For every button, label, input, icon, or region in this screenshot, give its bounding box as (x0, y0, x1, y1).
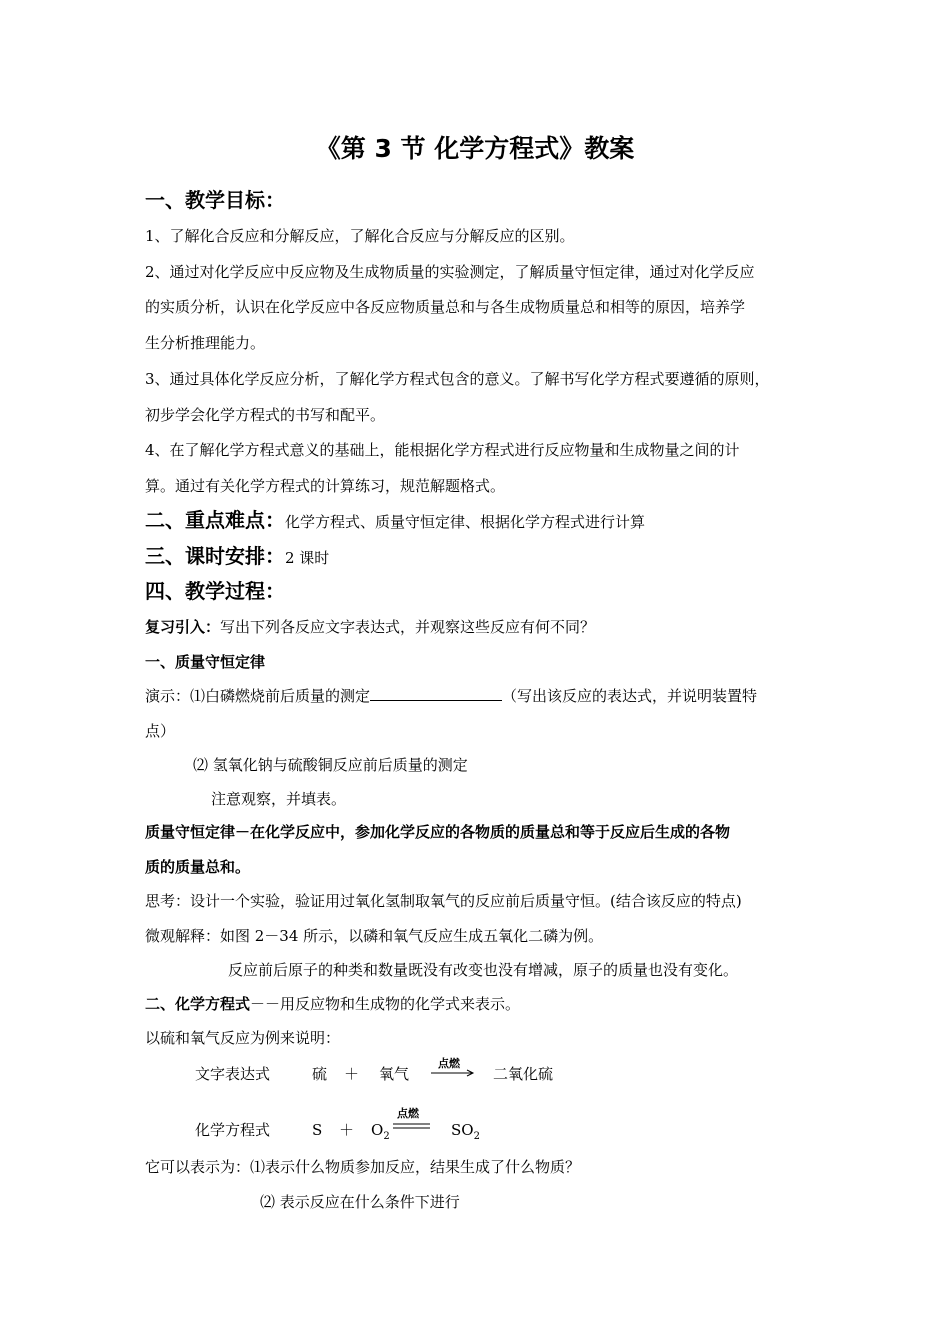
part2-heading-rest: －－用反应物和生成物的化学式来表示。 (250, 995, 521, 1013)
section-heading-key-points (145, 507, 645, 535)
micro-explanation: 微观解释：如图 2－34 所示，以磷和氧气反应生成五氧化二磷为例。 (145, 927, 604, 945)
word-eq-reactant-2: 氧气 (379, 1065, 410, 1083)
demo-1-note: （写出该反应的表达式，并说明装置特 (502, 687, 758, 705)
goal-2-line-3: 生分析推理能力。 (145, 334, 266, 352)
goal-2-line-1: 2、通过对化学反应中反应物及生成物质量的实验测定，了解质量守恒定律，通过对化学反应 (145, 263, 755, 281)
section-heading-goals: 一、教学目标： (145, 188, 285, 212)
law-line-1: 质量守恒定律－在化学反应中，参加化学反应的各物质的质量总和等于反应后生成的各物 (145, 823, 731, 841)
section-heading-schedule (145, 543, 329, 571)
word-eq-reactant-1: 硫 (312, 1065, 328, 1083)
document-title: 《第 3 节 化学方程式》教案 (315, 134, 635, 163)
meaning-1: 它可以表示为：⑴表示什么物质参加反应，结果生成了什么物质？ (145, 1158, 581, 1176)
reaction-arrow-icon (430, 1067, 476, 1077)
word-eq-plus: ＋ (344, 1065, 360, 1083)
think-question: 思考：设计一个实验，验证用过氧化氢制取氧气的反应前后质量守恒。(结合该反应的特点) (145, 892, 742, 910)
word-eq-product: 二氧化硫 (493, 1065, 554, 1083)
chem-eq-plus: ＋ (339, 1121, 355, 1139)
example-intro: 以硫和氧气反应为例来说明： (145, 1029, 341, 1047)
demo-1-text: 演示：⑴白磷燃烧前后质量的测定 (145, 687, 371, 705)
key-points-heading: 二、重点难点： (145, 508, 285, 532)
meaning-2: ⑵ 表示反应在什么条件下进行 (260, 1193, 460, 1211)
review-text: 写出下列各反应文字表达式，并观察这些反应有何不同？ (220, 618, 596, 636)
schedule-text: 2 课时 (285, 549, 330, 567)
goal-3-line-2: 初步学会化学方程式的书写和配平。 (145, 406, 386, 424)
schedule-heading: 三、课时安排： (145, 544, 285, 568)
goal-4-line-2: 算。通过有关化学方程式的计算练习，规范解题格式。 (145, 477, 506, 495)
word-eq-label: 文字表达式 (195, 1065, 271, 1083)
review-intro (145, 617, 595, 637)
key-points-text: 化学方程式、质量守恒定律、根据化学方程式进行计算 (285, 513, 646, 531)
chem-eq-product: $SO_2$ (451, 1121, 480, 1142)
chem-eq-reactant-1: S (312, 1121, 323, 1139)
goal-3-line-1: 3、通过具体化学反应分析，了解化学方程式包含的意义。了解书写化学方程式要遵循的原则， (145, 370, 770, 388)
part1-heading: 一、质量守恒定律 (145, 653, 266, 671)
part2-heading-line (145, 994, 520, 1014)
goal-1: 1、了解化合反应和分解反应，了解化合反应与分解反应的区别。 (145, 227, 575, 245)
goal-4-line-1: 4、在了解化学方程式意义的基础上，能根据化学方程式进行反应物量和生成物量之间的计 (145, 441, 740, 459)
chem-eq-reactant-2: $O_2$ (371, 1121, 390, 1142)
observe-note: 注意观察，并填表。 (211, 790, 347, 808)
goal-2-line-2: 的实质分析，认识在化学反应中各反应物质量总和与各生成物质量总和相等的原因，培养学 (145, 298, 746, 316)
fill-in-blank (370, 686, 502, 701)
equals-sign-icon (392, 1122, 432, 1130)
chem-eq-label: 化学方程式 (195, 1121, 271, 1139)
demo-1-cont: 点） (145, 722, 176, 740)
demo-2: ⑵ 氢氧化钠与硫酸铜反应前后质量的测定 (193, 756, 468, 774)
chem-eq-condition: 点燃 (397, 1107, 419, 1120)
law-line-2: 质的质量总和。 (145, 858, 251, 876)
word-eq-condition: 点燃 (438, 1057, 460, 1070)
demo-1 (145, 686, 757, 706)
section-heading-process: 四、教学过程： (145, 579, 285, 603)
part2-heading: 二、化学方程式 (145, 995, 251, 1013)
review-label: 复习引入： (145, 618, 221, 636)
micro-explanation-2: 反应前后原子的种类和数量既没有改变也没有增减，原子的质量也没有变化。 (228, 961, 739, 979)
